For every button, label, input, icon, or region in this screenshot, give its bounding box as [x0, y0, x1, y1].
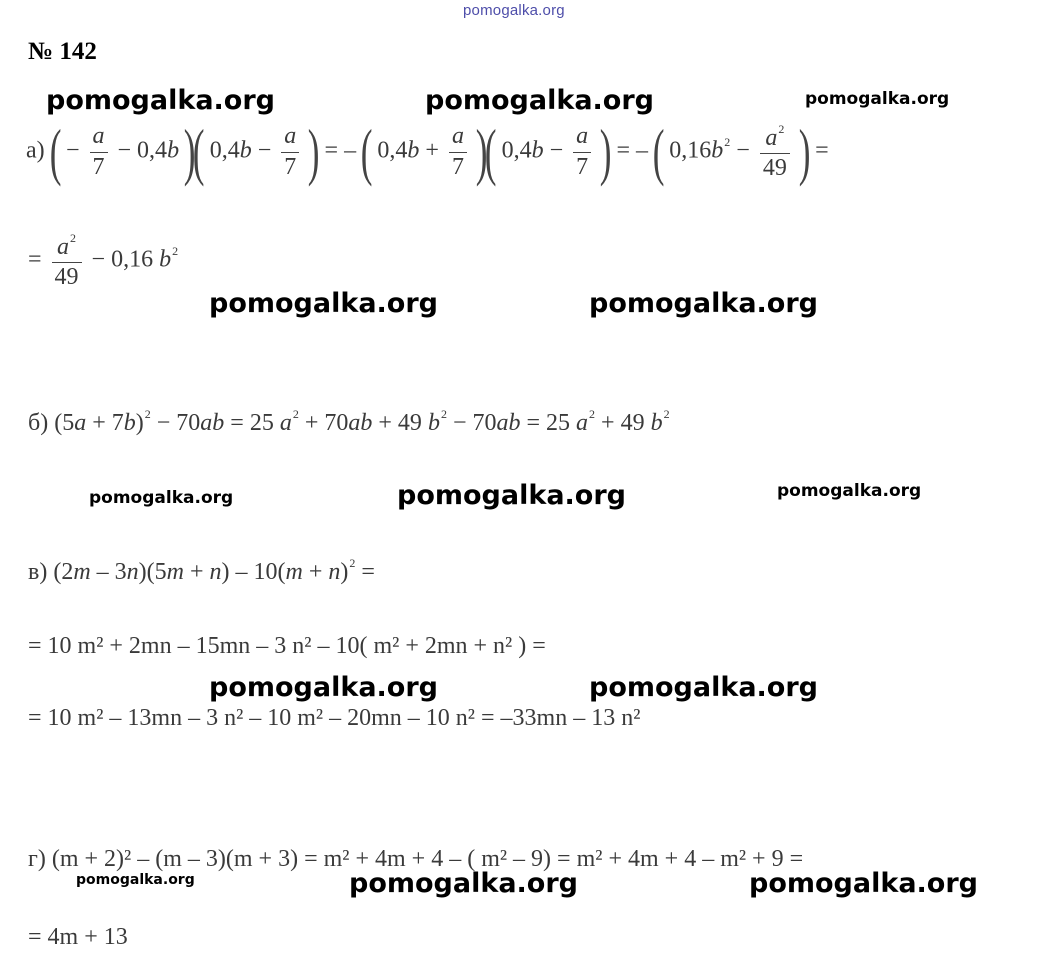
math-text: ) — [340, 559, 349, 585]
watermark: pomogalka.org — [589, 288, 818, 319]
math-exp: 2 — [724, 134, 731, 149]
math-text: 7 — [451, 153, 464, 180]
math-text: + 7 — [86, 410, 124, 436]
math-var: b — [711, 137, 724, 164]
math-var: b — [123, 410, 136, 436]
math-var: ab — [496, 410, 521, 436]
paren-open: ( — [485, 116, 497, 187]
math-exp: 2 — [349, 556, 356, 570]
item-v-line1 — [28, 557, 375, 584]
watermark: pomogalka.org — [209, 288, 438, 319]
item-g-label: г) — [28, 846, 46, 872]
item-b-line1 — [28, 408, 670, 435]
item-v-line2: = 10 m² + 2mn – 15mn – 3 n² – 10( m² + 2mn + n² ) = — [28, 633, 546, 659]
problem-number: № 142 — [28, 38, 97, 65]
math-var: ab — [200, 410, 225, 436]
math-exp: 2 — [172, 243, 179, 258]
math-var: n — [209, 559, 222, 585]
watermark: pomogalka.org — [777, 481, 922, 501]
watermark: pomogalka.org — [76, 872, 195, 888]
item-v-line3: = 10 m² – 13mn – 3 n² – 10 m² – 20mn – 10 n² = –33mn – 13 n² — [28, 705, 641, 731]
math-var: a — [576, 123, 589, 150]
fraction — [573, 124, 591, 179]
math-var: m — [73, 559, 91, 585]
math-var: a — [451, 123, 464, 150]
watermark: pomogalka.org — [46, 85, 275, 116]
math-var: b — [407, 137, 420, 164]
math-text: )(5 — [138, 559, 167, 585]
item-a-line2 — [28, 232, 178, 290]
fraction — [760, 123, 790, 181]
watermark: pomogalka.org — [89, 488, 234, 508]
math-text: − 0,4 — [117, 137, 168, 164]
math-text: 7 — [92, 153, 105, 180]
math-var: b — [159, 246, 172, 273]
math-text: 0,4 — [209, 137, 240, 164]
paren-close: ) — [475, 116, 488, 187]
item-b-label: б) — [28, 410, 49, 436]
fraction — [281, 124, 299, 179]
watermark: pomogalka.org — [425, 85, 654, 116]
math-var: m — [285, 559, 303, 585]
fraction — [90, 124, 108, 179]
math-text: 49 — [54, 264, 79, 291]
math-text: 7 — [284, 153, 297, 180]
math-var: a — [284, 123, 297, 150]
math-text: 0,4 — [377, 137, 408, 164]
math-exp: 2 — [589, 407, 596, 421]
math-var: a — [57, 234, 70, 260]
watermark: pomogalka.org — [805, 89, 950, 109]
math-var: n — [328, 559, 341, 585]
math-text: (m + 2)² – (m – 3)(m + 3) = m² + 4m + 4 – ( m² – 9) = m² + 4m + 4 – m² + 9 = — [51, 846, 804, 872]
math-var: a — [765, 124, 778, 151]
math-text: + — [302, 559, 329, 585]
math-text: = — [28, 246, 42, 273]
math-text: − — [251, 137, 278, 164]
math-exp: 2 — [440, 407, 447, 421]
math-text: = – — [324, 137, 357, 164]
paren-open: ( — [49, 116, 62, 187]
watermark: pomogalka.org — [209, 672, 438, 703]
paren-open: ( — [360, 116, 373, 187]
math-text: ) – 10( — [221, 559, 286, 585]
math-text: 49 — [762, 155, 787, 181]
site-link[interactable]: pomogalka.org — [463, 2, 565, 19]
math-text: − — [65, 137, 80, 164]
item-g-line2: = 4m + 13 — [28, 924, 128, 950]
math-text: + 49 — [595, 410, 651, 436]
watermark: pomogalka.org — [349, 868, 578, 899]
math-var: b — [239, 137, 252, 164]
item-v-label: в) — [28, 559, 48, 585]
math-var: a — [92, 123, 105, 150]
math-var: a — [576, 410, 589, 436]
math-text: + — [184, 559, 210, 585]
math-text: (2 — [53, 559, 74, 585]
math-text: 0,16 — [669, 137, 712, 164]
math-exp: 2 — [778, 121, 785, 136]
math-var: a — [74, 410, 87, 436]
math-var: m — [166, 559, 184, 585]
math-text: + 70 — [298, 410, 349, 436]
math-text: 7 — [576, 153, 589, 180]
math-text: – 3 — [90, 559, 127, 585]
math-text: − — [543, 137, 570, 164]
paren-close: ) — [183, 116, 196, 187]
math-var: b — [427, 410, 440, 436]
math-var: n — [126, 559, 139, 585]
math-text: = 25 — [224, 410, 280, 436]
math-text: − 0,16 — [91, 246, 154, 273]
paren-close: ) — [599, 116, 612, 187]
math-text: = — [355, 559, 375, 585]
paren-close: ) — [308, 116, 320, 187]
math-exp: 2 — [70, 231, 77, 245]
item-a-line1 — [26, 116, 829, 187]
math-text: ) — [135, 410, 144, 436]
math-text: = — [815, 137, 829, 164]
math-exp: 2 — [144, 407, 151, 421]
math-text: − 70 — [150, 410, 201, 436]
math-var: b — [531, 137, 544, 164]
math-var: b — [650, 410, 663, 436]
item-g-line1 — [28, 847, 803, 871]
math-text: = 25 — [520, 410, 577, 436]
paren-open: ( — [193, 116, 205, 187]
math-text: = – — [616, 137, 648, 164]
watermark: pomogalka.org — [589, 672, 818, 703]
watermark: pomogalka.org — [749, 868, 978, 899]
math-var: b — [167, 137, 180, 164]
watermark: pomogalka.org — [397, 480, 626, 511]
fraction — [449, 124, 467, 179]
math-var: a — [279, 410, 292, 436]
math-var: ab — [348, 410, 373, 436]
math-exp: 2 — [292, 407, 299, 421]
math-text: 0,4 — [501, 137, 532, 164]
math-exp: 2 — [663, 407, 670, 421]
math-text: + 49 — [372, 410, 428, 436]
math-text: + — [419, 137, 445, 164]
paren-open: ( — [652, 116, 665, 187]
fraction — [52, 232, 82, 290]
paren-close: ) — [798, 116, 811, 187]
math-text: − 70 — [446, 410, 497, 436]
item-a-label: а) — [26, 137, 45, 164]
math-text: − — [730, 137, 756, 164]
math-text: (5 — [54, 410, 75, 436]
